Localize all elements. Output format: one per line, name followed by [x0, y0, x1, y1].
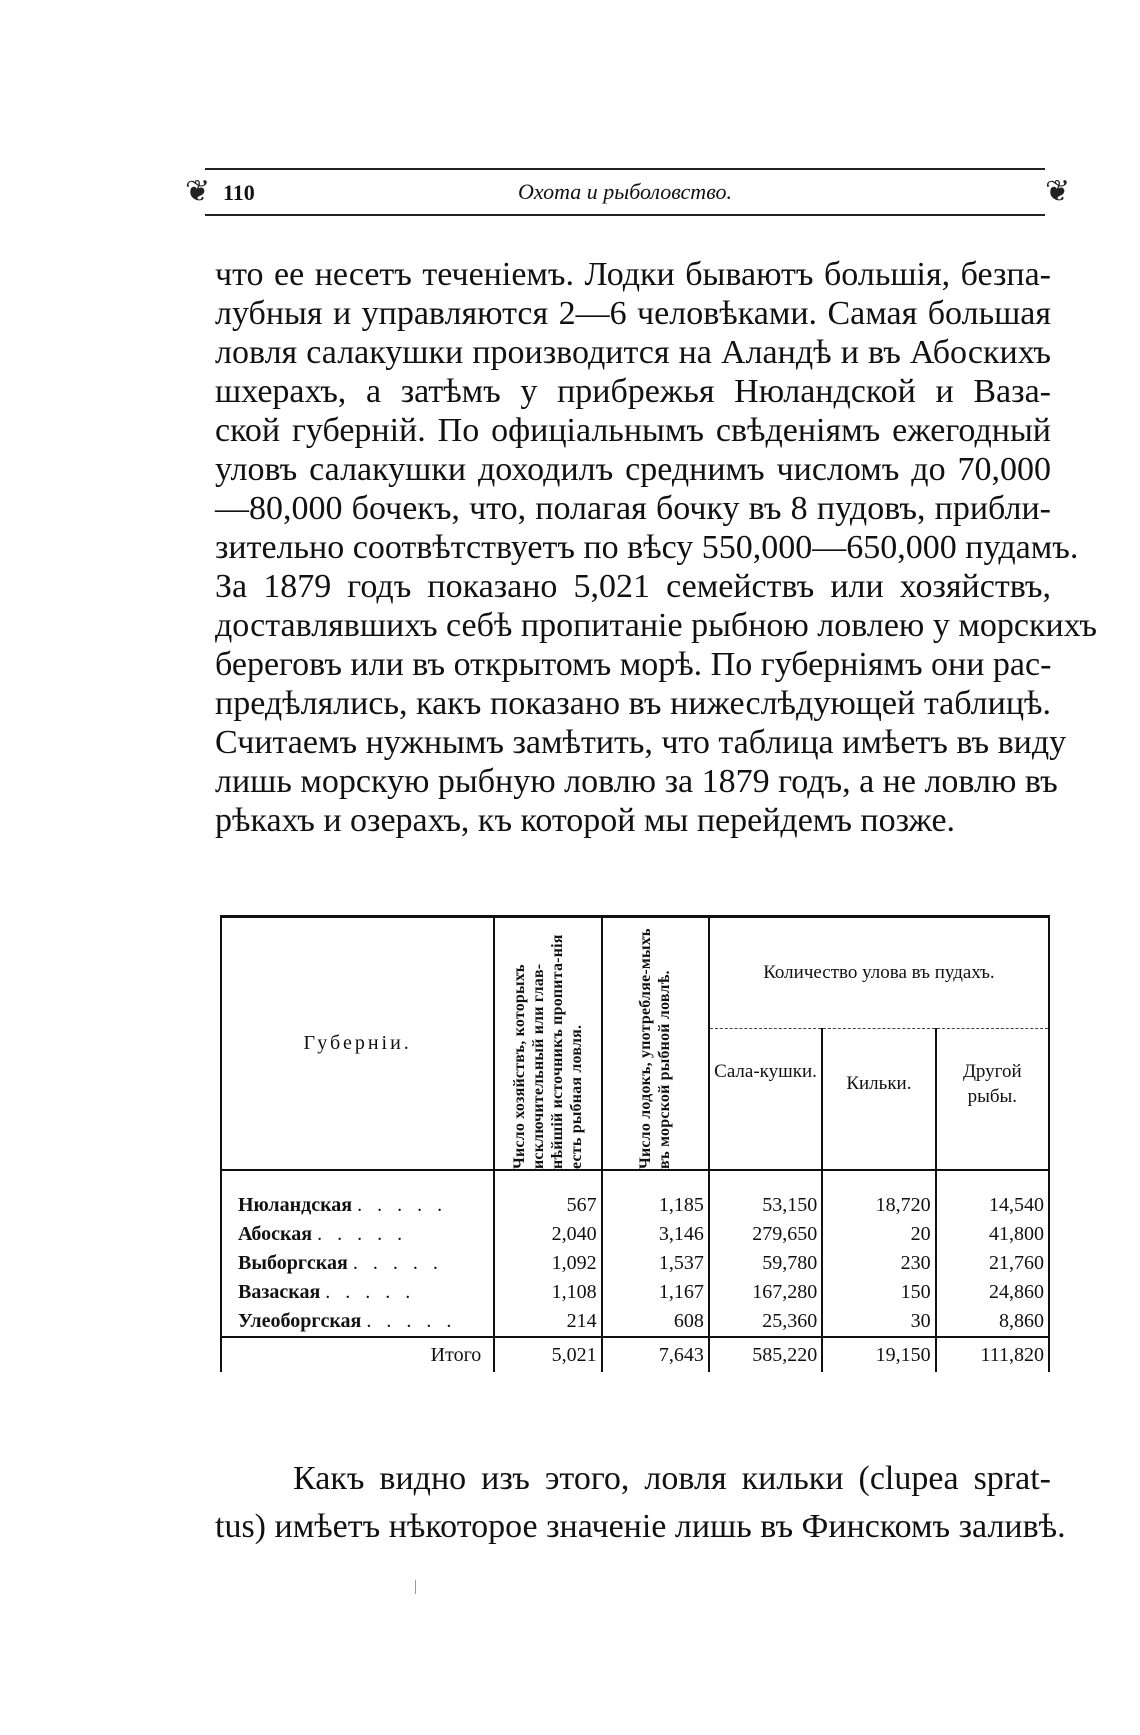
- households-cell: 567: [494, 1191, 601, 1220]
- paragraph-line: береговъ или въ открытомъ морѣ. По губерніямъ они рас-: [215, 646, 1052, 683]
- other-cell: 41,800: [936, 1220, 1049, 1249]
- kilka-cell: 20: [822, 1220, 935, 1249]
- page-header: [185, 160, 1071, 218]
- header-households: Число хозяйствъ, которыхъ исключительный или глав-нѣйшій источникъ пропита-нія есть рыбная ловля.: [494, 917, 601, 1171]
- kilka-cell: 18,720: [822, 1191, 935, 1220]
- table-row: Вазаская . . . . . 1,108 1,167 167,280 150 24,860: [221, 1278, 1049, 1307]
- paragraph-line: доставлявшихъ себѣ пропитаніе рыбною ловлею у морскихъ: [215, 607, 1097, 644]
- salakushka-cell: 25,360: [709, 1307, 822, 1337]
- paragraph-line: За 1879 годъ показано 5,021 семействъ или хозяйствъ,: [215, 568, 1051, 605]
- total-salakushka: 585,220: [709, 1338, 822, 1372]
- paragraph-line: ской губерній. По офиціальнымъ свѣденіямъ ежегодный: [215, 412, 1051, 449]
- header-bottom-rule: [205, 214, 1045, 216]
- note-line: tus) имѣетъ нѣкоторое значеніе лишь въ Финскомъ заливѣ.: [215, 1508, 1066, 1545]
- paragraph-line: что ее несетъ теченіемъ. Лодки бываютъ большія, безпа-: [215, 256, 1051, 293]
- paragraph-line: ловля салакушки производится на Аландѣ и въ Абоскихъ: [215, 334, 1051, 371]
- table-row: Выборгская . . . . . 1,092 1,537 59,780 230 21,760: [221, 1249, 1049, 1278]
- paragraph-line: лубныя и управляются 2—6 человѣками. Самая большая: [215, 295, 1051, 332]
- other-cell: 8,860: [936, 1307, 1049, 1337]
- salakushka-cell: 59,780: [709, 1249, 822, 1278]
- header-other: Другой рыбы.: [936, 1029, 1049, 1171]
- table-row: Нюландская . . . . . 567 1,185 53,150 18,720 14,540: [221, 1191, 1049, 1220]
- province-name: Вазаская: [238, 1281, 321, 1303]
- province-name: Нюландская: [238, 1194, 353, 1216]
- table-row: Улеоборгская . . . . . 214 608 25,360 30 8,860: [221, 1307, 1049, 1337]
- households-cell: 1,108: [494, 1278, 601, 1307]
- paragraph-line: —80,000 бочекъ, что, полагая бочку въ 8 пудовъ, прибли-: [215, 490, 1051, 527]
- header-province: Губерніи.: [221, 917, 494, 1171]
- paragraph-line: уловъ салакушки доходилъ среднимъ числомъ до 70,000: [215, 451, 1051, 488]
- paragraph-line: Считаемъ нужнымъ замѣтить, что таблица имѣетъ въ виду: [215, 724, 1067, 761]
- boats-cell: 608: [602, 1307, 709, 1337]
- header-top-rule: [205, 168, 1045, 170]
- paragraph-line: зительно соотвѣтствуетъ по вѣсу 550,000—650,000 пудамъ.: [215, 529, 1079, 566]
- total-label: Итого: [221, 1338, 494, 1372]
- total-row: [221, 1338, 1049, 1372]
- salakushka-cell: 53,150: [709, 1191, 822, 1220]
- printer-mark: [415, 1580, 417, 1594]
- salakushka-cell: 279,650: [709, 1220, 822, 1249]
- left-ornament-icon: ❦: [185, 174, 211, 209]
- paragraph-line: лишь морскую рыбную ловлю за 1879 годъ, а не ловлю въ: [215, 763, 1058, 800]
- fishery-table: [220, 915, 1050, 1372]
- province-name: Улеоборгская: [238, 1310, 362, 1332]
- other-cell: 21,760: [936, 1249, 1049, 1278]
- boats-cell: 1,167: [602, 1278, 709, 1307]
- province-name: Выборгская: [238, 1252, 348, 1274]
- boats-cell: 1,185: [602, 1191, 709, 1220]
- page-number: 110: [223, 180, 255, 205]
- running-title: Охота и рыболовство.: [518, 179, 732, 204]
- kilka-cell: 30: [822, 1307, 935, 1337]
- closing-paragraph: [215, 1455, 1066, 1551]
- total-households: 5,021: [494, 1338, 601, 1372]
- header-salakushka: Сала-кушки.: [709, 1029, 822, 1171]
- header-kilka: Кильки.: [822, 1029, 935, 1171]
- boats-cell: 3,146: [602, 1220, 709, 1249]
- salakushka-cell: 167,280: [709, 1278, 822, 1307]
- boats-cell: 1,537: [602, 1249, 709, 1278]
- header-boats: Число лодокъ, употребляе-мыхъ въ морской рыбной ловлѣ.: [602, 917, 709, 1171]
- paragraph-line: предѣлялись, какъ показано въ нижеслѣдующей таблицѣ.: [215, 685, 1051, 722]
- households-cell: 2,040: [494, 1220, 601, 1249]
- kilka-cell: 230: [822, 1249, 935, 1278]
- total-other: 111,820: [936, 1338, 1049, 1372]
- households-cell: 214: [494, 1307, 601, 1337]
- right-ornament-icon: ❦: [1045, 174, 1071, 209]
- total-boats: 7,643: [602, 1338, 709, 1372]
- total-kilka: 19,150: [822, 1338, 935, 1372]
- table-row: Абоская . . . . . 2,040 3,146 279,650 20 41,800: [221, 1220, 1049, 1249]
- households-cell: 1,092: [494, 1249, 601, 1278]
- other-cell: 14,540: [936, 1191, 1049, 1220]
- kilka-cell: 150: [822, 1278, 935, 1307]
- paragraph-line: шхерахъ, а затѣмъ у прибрежья Нюландской и Ваза-: [215, 373, 1051, 410]
- main-paragraph: [215, 255, 1097, 840]
- note-line: Какъ видно изъ этого, ловля кильки (clupea sprat-: [293, 1460, 1051, 1497]
- paragraph-line: рѣкахъ и озерахъ, къ которой мы перейдемъ позже.: [215, 802, 956, 839]
- header-catch: Количество улова въ пудахъ.: [709, 917, 1049, 1029]
- province-name: Абоская: [238, 1223, 313, 1245]
- other-cell: 24,860: [936, 1278, 1049, 1307]
